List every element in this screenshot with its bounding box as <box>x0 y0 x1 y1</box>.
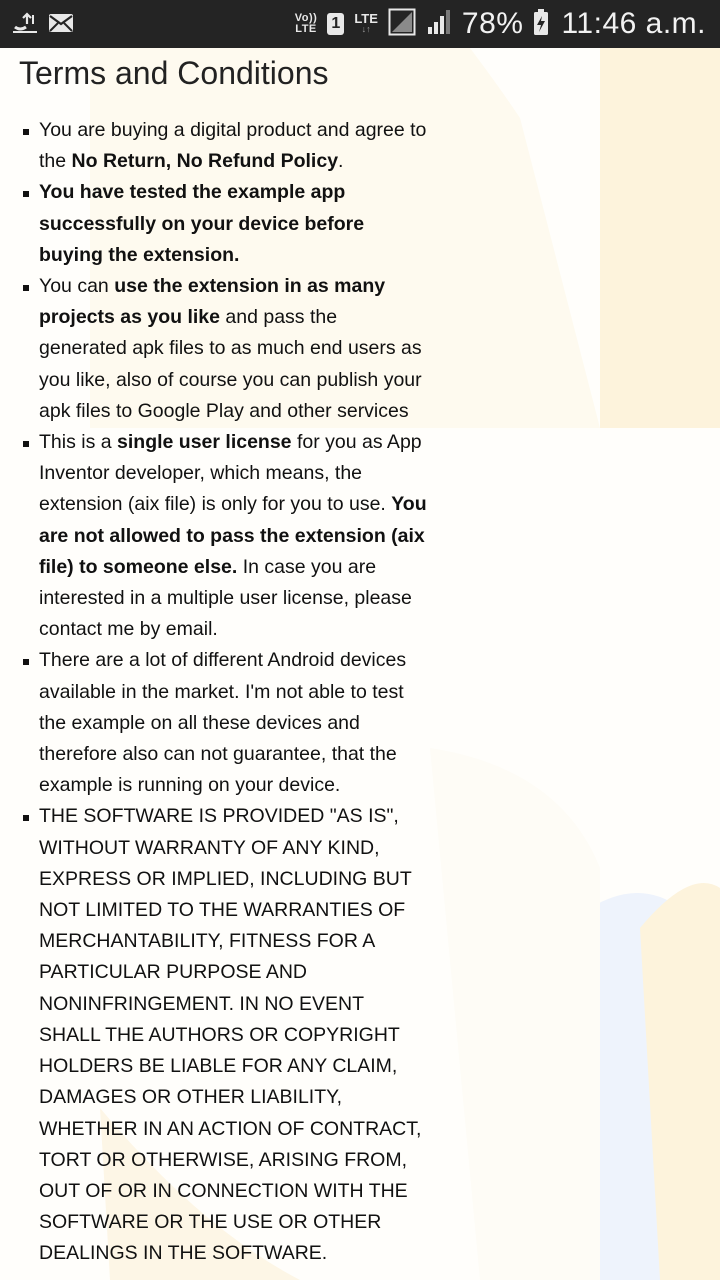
term-item-warranty <box>19 801 429 1269</box>
data-transfer-icon <box>12 10 38 41</box>
network-type-indicator <box>354 13 378 35</box>
term-text: In case you are interested in a multiple user license, please contact me by email. <box>39 555 412 641</box>
signal-empty-icon <box>388 8 416 41</box>
term-text: This is a <box>39 431 118 454</box>
term-text: You are buying a digital product and agree to the <box>39 119 427 173</box>
term-bold-text: You are not allowed to pass the extension (aix file) to someone else. <box>39 493 427 578</box>
signal-strength-icon <box>426 9 452 40</box>
term-text: You can <box>39 275 115 298</box>
term-bold-text: single user license <box>117 431 292 454</box>
volte-indicator <box>295 13 318 35</box>
network-type-label: LTE <box>354 11 378 26</box>
system-icons <box>295 0 706 48</box>
network-activity-arrows: ↓↑ <box>361 24 371 34</box>
battery-charging-icon <box>533 8 549 41</box>
volte-label-bottom: LTE <box>295 23 317 35</box>
term-item-usage <box>19 271 429 427</box>
page-title: Terms and Conditions <box>19 55 329 91</box>
term-text: THE SOFTWARE IS PROVIDED "AS IS", WITHOUT WARRANTY OF ANY KIND, EXPRESS OR IMPLIED, INCLUDING BUT NOT LIMITED TO THE WARRANTIES OF MERCHANTABILITY, FITNESS FOR A PARTICULAR PURPOSE AND NONINFRINGEMENT. IN NO EVENT SHALL THE AUTHORS OR COPYRIGHT HOLDERS BE LIABLE FOR ANY CLAIM, DAMAGES OR OTHER LIABILITY, WHETHER IN AN ACTION OF CONTRACT, TORT OR OTHERWISE, ARISING FROM, OUT OF OR IN CONNECTION WITH THE SOFTWARE OR THE USE OR OTHER DEALINGS IN THE SOFTWARE. <box>39 805 422 1265</box>
term-item-devices <box>19 645 429 801</box>
term-item-tested <box>19 177 429 271</box>
email-icon <box>48 12 74 39</box>
term-bold-text: No Return, No Refund Policy <box>71 150 339 173</box>
clock: 11:46 a.m. <box>561 7 706 40</box>
term-item-no-refund <box>19 115 429 177</box>
term-text: There are a lot of different Android devices available in the market. I'm not able to test the example on all these devices and therefore also can not guarantee, that the example is running on your device. <box>39 649 407 797</box>
page-content[interactable] <box>0 48 720 1280</box>
term-bold-text: You have tested the example app successfully on your device before buying the extension. <box>39 181 365 266</box>
volte-label-top: Vo)) <box>294 12 318 24</box>
terms-list <box>19 115 429 1270</box>
notification-icons <box>12 10 74 41</box>
battery-percent: 78% <box>461 7 524 40</box>
term-bold-text: use the extension in as many projects as you like <box>39 275 386 329</box>
term-text: . <box>338 150 344 173</box>
term-item-license <box>19 427 429 645</box>
status-bar <box>0 0 720 48</box>
term-text: for you as App Inventor developer, which means, the extension (aix file) is only for you to use. <box>39 431 422 516</box>
terms-section <box>0 48 429 1270</box>
term-text: and pass the generated apk files to as much end users as you like, also of course you can publish your apk files to Google Play and other services <box>39 306 422 422</box>
sim-slot-badge: 1 <box>327 13 344 35</box>
